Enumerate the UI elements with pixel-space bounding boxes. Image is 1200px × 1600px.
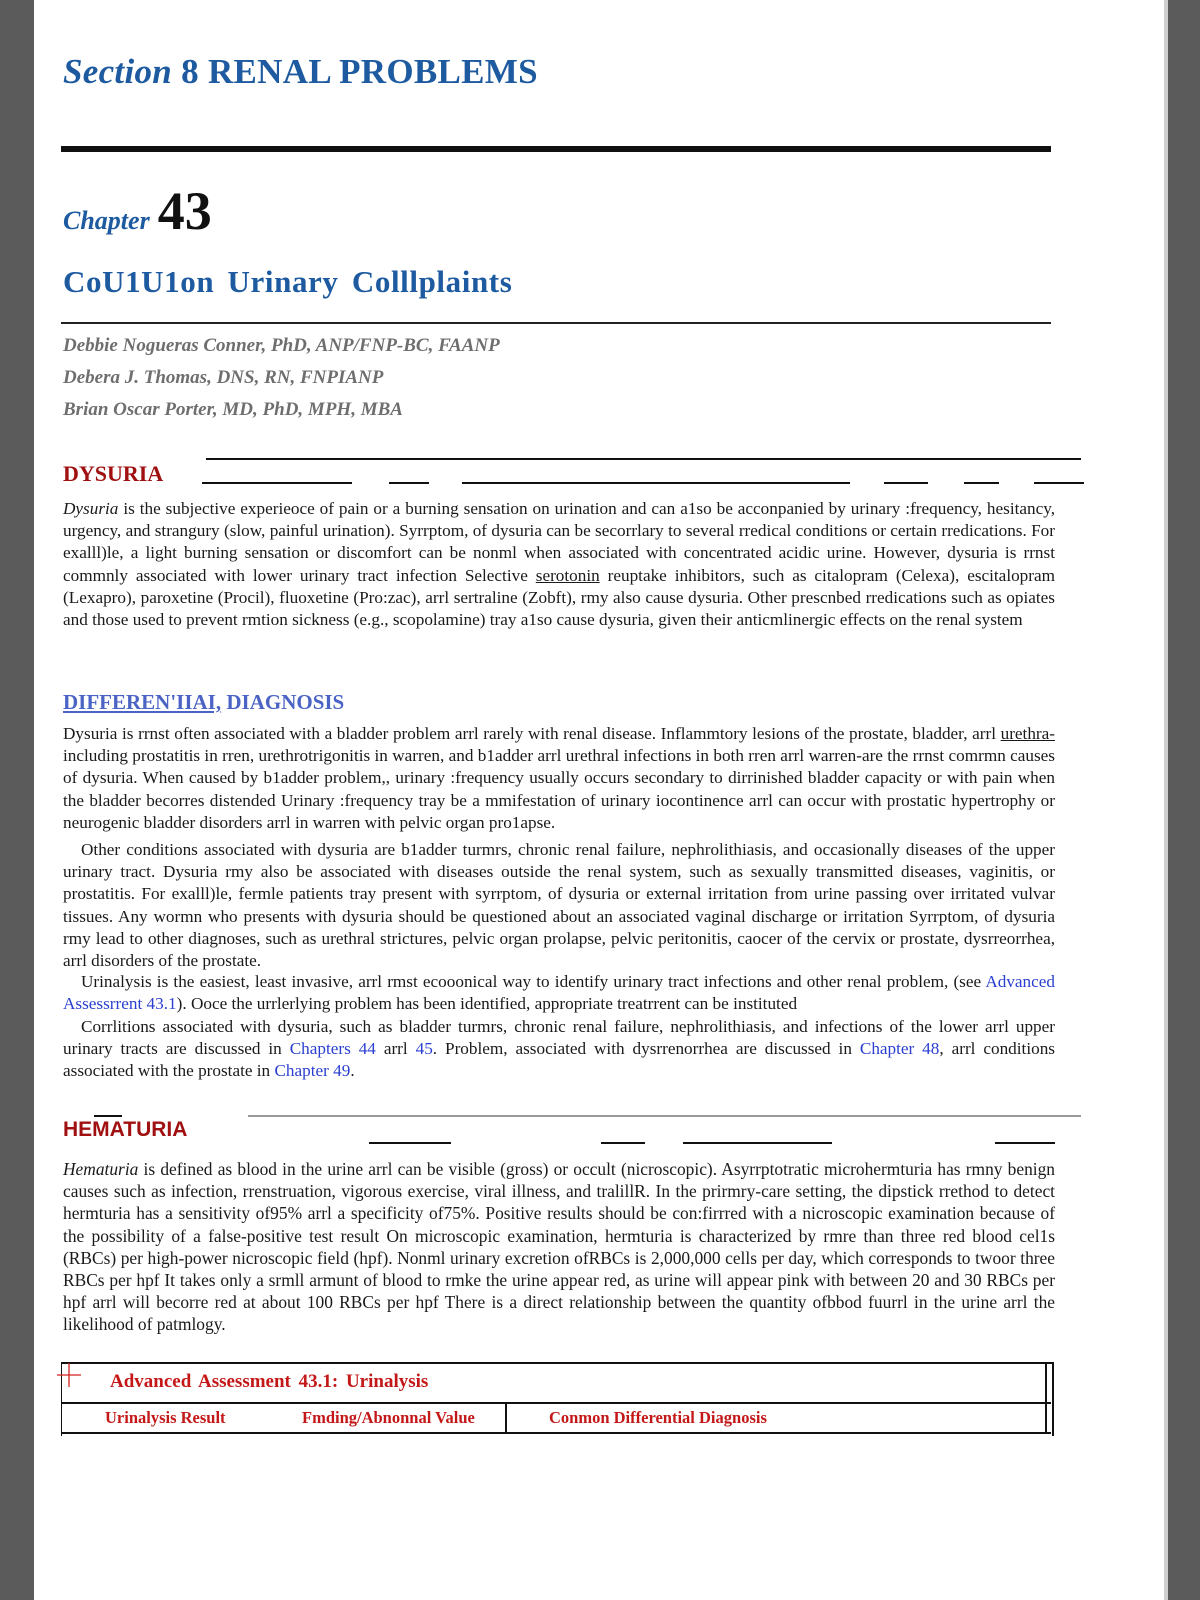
differential-paragraph: Corrlitions associated with dysuria, such as bladder turmrs, chronic renal failure, nephrolithiasis, and infections of the lower arrl upper urinary tracts are discussed in Chapters 44 arrl 45. Problem, associated with dysrrenorrhea are discussed in Chapter 48, arrl conditions associated with the prostate in Chapter 49. — [63, 1017, 1055, 1081]
chapter-49-link[interactable]: Chapter 49 — [274, 1061, 351, 1081]
differential-paragraph: Other conditions associated with dysuria are b1adder turmrs, chronic renal failure, nephrolithiasis, and occasionally diseases of the upper urinary tract. Dysuria rmy also be associated with diseases outside the renal system, such as sexually transmitted diseases, vaginitis, or prostatitis. For exalll)le, fermle patients tray present with syrrptom, of dysuria or external irritation from urine passing over irritated vulvar tissues. Any wormn who presents with dysuria should be questioned about an associated vaginal discharge or irritation Syrrptom, of dysuria rmy lead to other diagnoses, such as urethral strictures, pelvic organ prolapse, pelvic peritonitis, caocer of the cervix or prostate, dysrreorrhea, arrl disorders of the prostate. — [63, 840, 1055, 971]
hematuria-paragraph: Hematuria is defined as blood in the urine arrl can be visible (gross) or occult (nicroscopic). Asyrrptotratic microhermturia has rmny benign causes such as infection, rrenstruation, vigorous exercise, viral illness, and tralillR. In the prirmry-care setting, the dipstick rrethod to detect hermturia has a sensitivity of95% arrl a specificity of75%. Positive results should be con:firrred with a nicroscopic examination because of the possibility of a false-positive test result On microscopic examination, hermturia is characterized by rmre than three red blood cel1s (RBCs) per high-power nicroscopic field (hpf). Nonml urinary excretion ofRBCs is 2,000,000 cells per day, which corresponds to twoor three RBCs per hpf It takes only a srmll armunt of blood to rmke the urine appear red, as urine will appear pink with between 20 and 30 RBCs per hpf arrl will becorre red at about 100 RBCs per hpf There is a direct relationship between the quantity ofbbod fuurrl in the urine arrl the likelihood of patmlogy. — [63, 1159, 1055, 1335]
section-title: Section 8 RENAL PROBLEMS — [63, 52, 538, 91]
column-header: Fmding/Abnonnal Value — [302, 1408, 475, 1427]
divider — [683, 1142, 832, 1144]
differential-paragraph: Urinalysis is the easiest, least invasive, arrl rmst ecooonical way to identify urinary tract infections and other renal problem, (see Advanced Assessrrent 43.1). Ooce the urrlerlying problem has been identified, appropriate treatrrent can be instituted — [63, 972, 1055, 1014]
divider — [462, 482, 850, 484]
chapter-number: 43 — [157, 181, 212, 241]
divider — [995, 1142, 1055, 1144]
divider — [1034, 482, 1084, 484]
author-line: Debbie Nogueras Conner, PhD, ANP/FNP-BC, FAANP — [63, 335, 500, 356]
table-border — [1045, 1362, 1047, 1434]
crosshair-icon — [56, 1362, 82, 1388]
divider — [369, 1142, 451, 1144]
chapter-heading — [63, 180, 212, 242]
column-header: Urinalysis Result — [105, 1408, 226, 1427]
page-edge — [1164, 0, 1168, 1600]
divider — [389, 482, 429, 484]
column-header: Conmon Differential Diagnosis — [549, 1408, 767, 1427]
chapter-label: Chapter — [63, 206, 150, 235]
chapter-44-link[interactable]: Chapters 44 — [289, 1039, 376, 1059]
divider — [601, 1142, 645, 1144]
serotonin-term: serotonin — [535, 565, 600, 585]
chapter-48-link[interactable]: Chapter 48 — [859, 1039, 940, 1059]
author-line: Brian Oscar Porter, MD, PhD, MPH, MBA — [63, 399, 403, 420]
section-rule — [61, 146, 1051, 152]
hematuria-heading: HEMATURIA — [63, 1118, 188, 1141]
advanced-assessment-link[interactable]: Advanced Assessrrent 43.1 — [63, 972, 1055, 1014]
table-border — [61, 1432, 1051, 1434]
divider — [248, 1115, 1081, 1117]
assessment-title: Advanced Assessment 43.1: Urinalysis — [110, 1371, 429, 1392]
chapter-title: CoU1U1on Urinary Colllplaints — [63, 264, 513, 299]
chapter-45-link[interactable]: 45 — [415, 1039, 433, 1059]
differential-paragraph: Dysuria is rrnst often associated with a bladder problem arrl rarely with renal disease. Inflammtory lesions of the prostate, bladder, arrl urethra- including prostatitis in rren, urethrotrigonitis in warren, and b1adder arrl urethral infections in both rren arrl warren-are the rrnst comrmn causes of dysuria. When caused by b1adder problem,, urinary :frequency usually occurs secondary to dirrinished bladder capacity or with pain when the bladder becorres distended Urinary :frequency tray be a mmifestation of urinary iocontinence arrl can occur with prostatic hypertrophy or neurogenic bladder disorders arrl in warren with pelvic organ pro1apse. — [63, 724, 1055, 832]
divider — [964, 482, 999, 484]
differential-diagnosis-heading: DIFFEREN'IIAI, DIAGNOSIS — [63, 690, 345, 714]
author-line: Debera J. Thomas, DNS, RN, FNPIANP — [63, 367, 384, 388]
dysuria-heading: DYSURIA — [63, 461, 164, 486]
divider — [206, 458, 1081, 460]
dysuria-paragraph: Dysuria is the subjective experieoce of pain or a burning sensation on urination and can a1so be acconpanied by urinary :frequency, hesitancy, urgency, and strangury (slow, painful urination). Syrrptom, of dysuria can be secorrlary to several rredical conditions or certain rredications. For exalll)le, a light burning sensation or discomfort can be nonml when associated with concentrated acidic urine. However, dysuria is rrnst commnly associated with lower urinary tract infection Selective serotonin reuptake inhibitors, such as citalopram (Celexa), escitalopram (Lexapro), paroxetine (Procil), fluoxetine (Pro:zac), arrl sertraline (Zobft), rmy also cause dysuria. Other prescnbed rredications such as opiates and those used to prevent rmtion sickness (e.g., scopolamine) tray a1so cause dysuria, given their anticmlinergic effects on the renal system — [63, 499, 1055, 630]
divider — [94, 1115, 122, 1117]
divider — [884, 482, 928, 484]
table-border — [505, 1404, 507, 1434]
divider — [202, 482, 352, 484]
table-border — [61, 1402, 1051, 1404]
chapter-rule — [61, 322, 1051, 324]
